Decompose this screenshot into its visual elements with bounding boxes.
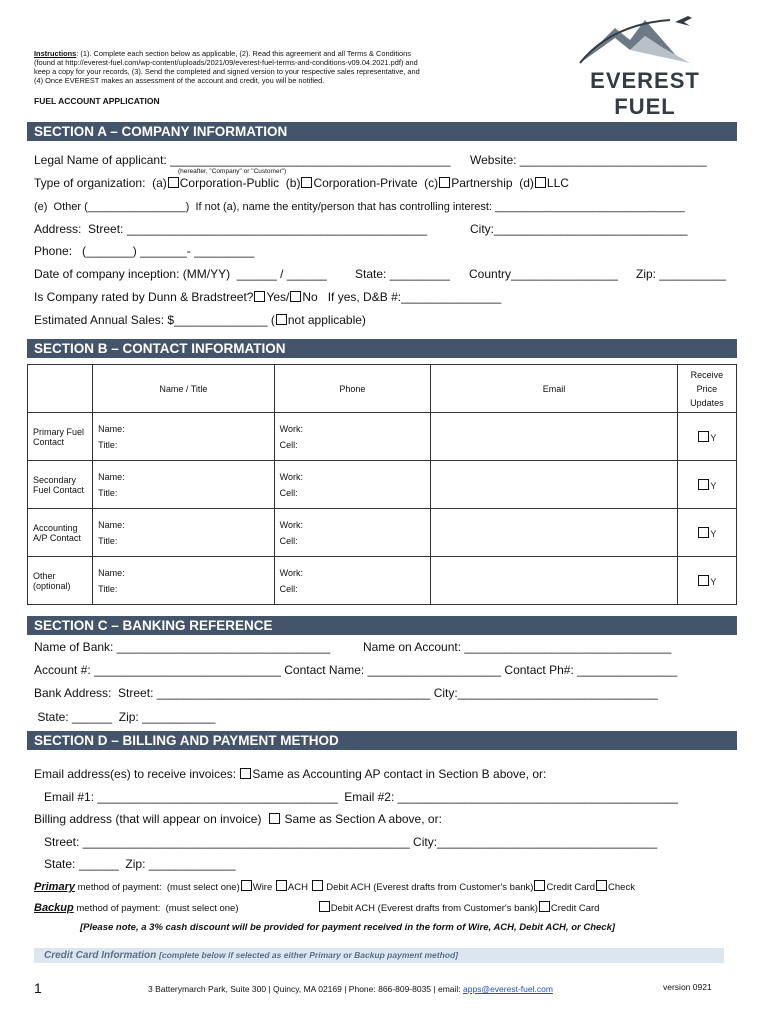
opt-d-label: LLC — [546, 176, 569, 190]
backup-text: method of payment: (must select one) — [73, 903, 239, 914]
website-field[interactable]: Website: ____________________________ — [470, 153, 707, 167]
checkbox-updates[interactable] — [698, 479, 709, 490]
state-field[interactable]: State: _________ — [355, 267, 450, 281]
billing-label: Billing address (that will appear on invoice) — [34, 812, 262, 826]
email-header: Email — [431, 365, 678, 413]
address-city-field[interactable]: City:_____________________________ — [470, 222, 688, 236]
org-type-label: Type of organization: (a) — [34, 176, 167, 190]
work-phone-field[interactable]: Work: — [279, 423, 304, 434]
org-type-row — [34, 176, 569, 190]
billing-state-zip-row[interactable]: State: ______ Zip: _____________ — [34, 857, 236, 871]
instructions — [34, 49, 424, 85]
form-title: FUEL ACCOUNT APPLICATION — [34, 96, 160, 106]
email-fields-row[interactable]: Email #1: ____________________________________ Email #2: __________________________________________ — [34, 790, 678, 804]
account-name-field[interactable]: Name on Account: _______________________________ — [363, 640, 672, 654]
bank-name-field[interactable]: Name of Bank: ________________________________ — [34, 640, 331, 654]
billing-street-row[interactable]: Street: _________________________________________________ City:_________________________________ — [34, 835, 658, 849]
email-field[interactable] — [431, 461, 678, 509]
title-field[interactable]: Title: — [98, 487, 118, 498]
checkbox-partnership[interactable] — [439, 177, 450, 188]
bank-state-zip-row[interactable]: State: ______ Zip: ___________ — [34, 710, 216, 724]
yes-label: Y — [710, 432, 717, 443]
checkbox-updates[interactable] — [698, 575, 709, 586]
table-row — [28, 557, 737, 605]
receive-updates-header: Receive Price Updates — [677, 365, 736, 413]
cell-phone-field[interactable]: Cell: — [279, 583, 298, 594]
primary-label: Primary — [34, 881, 75, 893]
yes-label: Y — [710, 528, 717, 539]
name-field[interactable]: Name: — [98, 519, 125, 530]
checkbox-llc[interactable] — [535, 177, 546, 188]
yes-label: Y — [710, 576, 717, 587]
footer-email-link[interactable]: apps@everest-fuel.com — [463, 984, 553, 994]
version-label: version 0921 — [663, 982, 712, 992]
dnb-label: Is Company rated by Dunn & Bradstreet? — [34, 290, 254, 304]
phone-field[interactable]: Phone: (_______) _______- _________ — [34, 244, 255, 258]
email-field[interactable] — [431, 413, 678, 461]
section-a-title: SECTION A – COMPANY INFORMATION — [27, 122, 737, 141]
checkbox-dnb-yes[interactable] — [254, 291, 265, 302]
checkbox-credit-card[interactable] — [534, 880, 545, 891]
backup-payment-row — [34, 901, 599, 914]
table-row — [28, 461, 737, 509]
debit-ach-label: Debit ACH (Everest drafts from Customer's bank) — [326, 882, 534, 893]
phone-header: Phone — [274, 365, 430, 413]
instructions-text: : (1). Complete each section below as applicable, (2). Read this agreement and all Terms & Conditions (found at http://everest-fuel.com/wp-content/uploads/2021/09/everest-fuel-terms-and-conditions-v09.04.2021.pdf) and keep a copy for your records, (3). Send the completed and signed version to your respective sales representative, and (4) Once EVEREST makes an assessment of the account and credit, you will be notified. — [34, 49, 420, 85]
table-row — [28, 413, 737, 461]
email-field[interactable] — [431, 557, 678, 605]
checkbox-ach[interactable] — [276, 880, 287, 891]
discount-note: [Please note, a 3% cash discount will be provided for payment received in the form of Wire, ACH, Debit ACH, or Check] — [80, 922, 616, 933]
dnb-no-label[interactable]: No If yes, D&B #:_______________ — [302, 290, 502, 304]
footer-address-text: 3 Batterymarch Park, Suite 300 | Quincy, MA 02169 | Phone: 866-809-8035 | email: — [148, 984, 464, 994]
row-label: Primary Fuel Contact — [28, 413, 93, 461]
primary-text: method of payment: (must select one) — [74, 882, 240, 893]
invoice-email-label: Email address(es) to receive invoices: — [34, 767, 237, 781]
label-col-header — [28, 365, 93, 413]
address-street-field[interactable]: Address: Street: _____________________________________________ — [34, 222, 428, 236]
title-field[interactable]: Title: — [98, 439, 118, 450]
check-label: Check — [608, 882, 635, 893]
cell-phone-field[interactable]: Cell: — [279, 535, 298, 546]
checkbox-updates[interactable] — [698, 527, 709, 538]
zip-field[interactable]: Zip: __________ — [636, 267, 727, 281]
backup-label: Backup — [34, 902, 74, 914]
other-field[interactable]: (e) Other (________________) If not (a), name the entity/person that has controlling interest: _______________________________ — [34, 201, 685, 213]
ach-label: ACH — [287, 882, 308, 893]
dnb-yes-label: Yes/ — [266, 290, 290, 304]
inception-field[interactable]: Date of company inception: (MM/YY) ______ / ______ — [34, 267, 327, 281]
wire-label: Wire — [252, 882, 273, 893]
credit-card-label: Credit Card — [546, 882, 596, 893]
name-title-header: Name / Title — [93, 365, 275, 413]
account-number-row[interactable]: Account #: ____________________________ Contact Name: ____________________ Contact Ph#: _______________ — [34, 663, 678, 677]
cell-phone-field[interactable]: Cell: — [279, 439, 298, 450]
sales-label[interactable]: Estimated Annual Sales: $______________ ( — [34, 313, 275, 327]
country-field[interactable]: Country________________ — [469, 267, 618, 281]
hereafter-note: (hereafter, "Company" or "Customer") — [178, 168, 287, 175]
bank-address-row[interactable]: Bank Address: Street: _________________________________________ City:______________________________ — [34, 686, 658, 700]
checkbox-corp-private[interactable] — [301, 177, 312, 188]
opt-b-label: Corporation-Private (c) — [313, 176, 439, 190]
yes-label: Y — [710, 480, 717, 491]
checkbox-dnb-no[interactable] — [290, 291, 301, 302]
checkbox-corp-public[interactable] — [168, 177, 179, 188]
work-phone-field[interactable]: Work: — [279, 519, 304, 530]
backup-debit-label: Debit ACH (Everest drafts from Customer's bank) — [330, 903, 538, 914]
table-row — [28, 509, 737, 557]
checkbox-wire[interactable] — [241, 880, 252, 891]
primary-payment-row — [34, 880, 635, 893]
mountain-plane-icon — [560, 8, 740, 68]
title-field[interactable]: Title: — [98, 583, 118, 594]
title-field[interactable]: Title: — [98, 535, 118, 546]
everest-fuel-logo — [560, 8, 740, 119]
opt-a-label: Corporation-Public (b) — [179, 176, 301, 190]
work-phone-field[interactable]: Work: — [279, 471, 304, 482]
billing-same-label: Same as Section A above, or: — [284, 812, 442, 826]
checkbox-email-same[interactable] — [240, 768, 251, 779]
instructions-label: Instructions — [34, 49, 77, 58]
billing-address-row — [34, 812, 442, 826]
opt-c-label: Partnership (d) — [451, 176, 534, 190]
checkbox-billing-same[interactable] — [269, 813, 280, 824]
name-field[interactable]: Name: — [98, 423, 125, 434]
work-phone-field[interactable]: Work: — [279, 567, 304, 578]
cell-phone-field[interactable]: Cell: — [279, 487, 298, 498]
checkbox-updates[interactable] — [698, 431, 709, 442]
name-field[interactable]: Name: — [98, 471, 125, 482]
sales-row — [34, 313, 366, 327]
invoice-email-row — [34, 767, 546, 781]
section-d-title: SECTION D – BILLING AND PAYMENT METHOD — [27, 731, 737, 750]
legal-name-field[interactable]: Legal Name of applicant: __________________________________________ — [34, 153, 451, 167]
checkbox-backup-credit-card[interactable] — [539, 901, 550, 912]
email-same-label: Same as Accounting AP contact in Section B above, or: — [252, 767, 547, 781]
checkbox-debit-ach[interactable] — [312, 880, 323, 891]
sales-na-label: not applicable) — [287, 313, 366, 327]
email-field[interactable] — [431, 509, 678, 557]
contacts-table — [27, 364, 737, 605]
footer-address — [148, 984, 553, 994]
cc-note: [complete below if selected as either Primary or Backup payment method] — [159, 950, 459, 960]
cc-title: Credit Card Information — [44, 950, 157, 961]
checkbox-sales-na[interactable] — [276, 314, 287, 325]
page-number: 1 — [34, 980, 42, 996]
backup-credit-card-label: Credit Card — [550, 903, 600, 914]
section-c-title: SECTION C – BANKING REFERENCE — [27, 616, 737, 635]
section-b-title: SECTION B – CONTACT INFORMATION — [27, 339, 737, 358]
row-label: Secondary Fuel Contact — [28, 461, 93, 509]
name-field[interactable]: Name: — [98, 567, 125, 578]
credit-card-bar — [34, 948, 724, 963]
checkbox-check[interactable] — [596, 880, 607, 891]
row-label: Other (optional) — [28, 557, 93, 605]
dnb-row — [34, 290, 501, 304]
logo-text: EVEREST FUEL — [590, 68, 700, 119]
checkbox-backup-debit-ach[interactable] — [319, 901, 330, 912]
row-label: Accounting A/P Contact — [28, 509, 93, 557]
